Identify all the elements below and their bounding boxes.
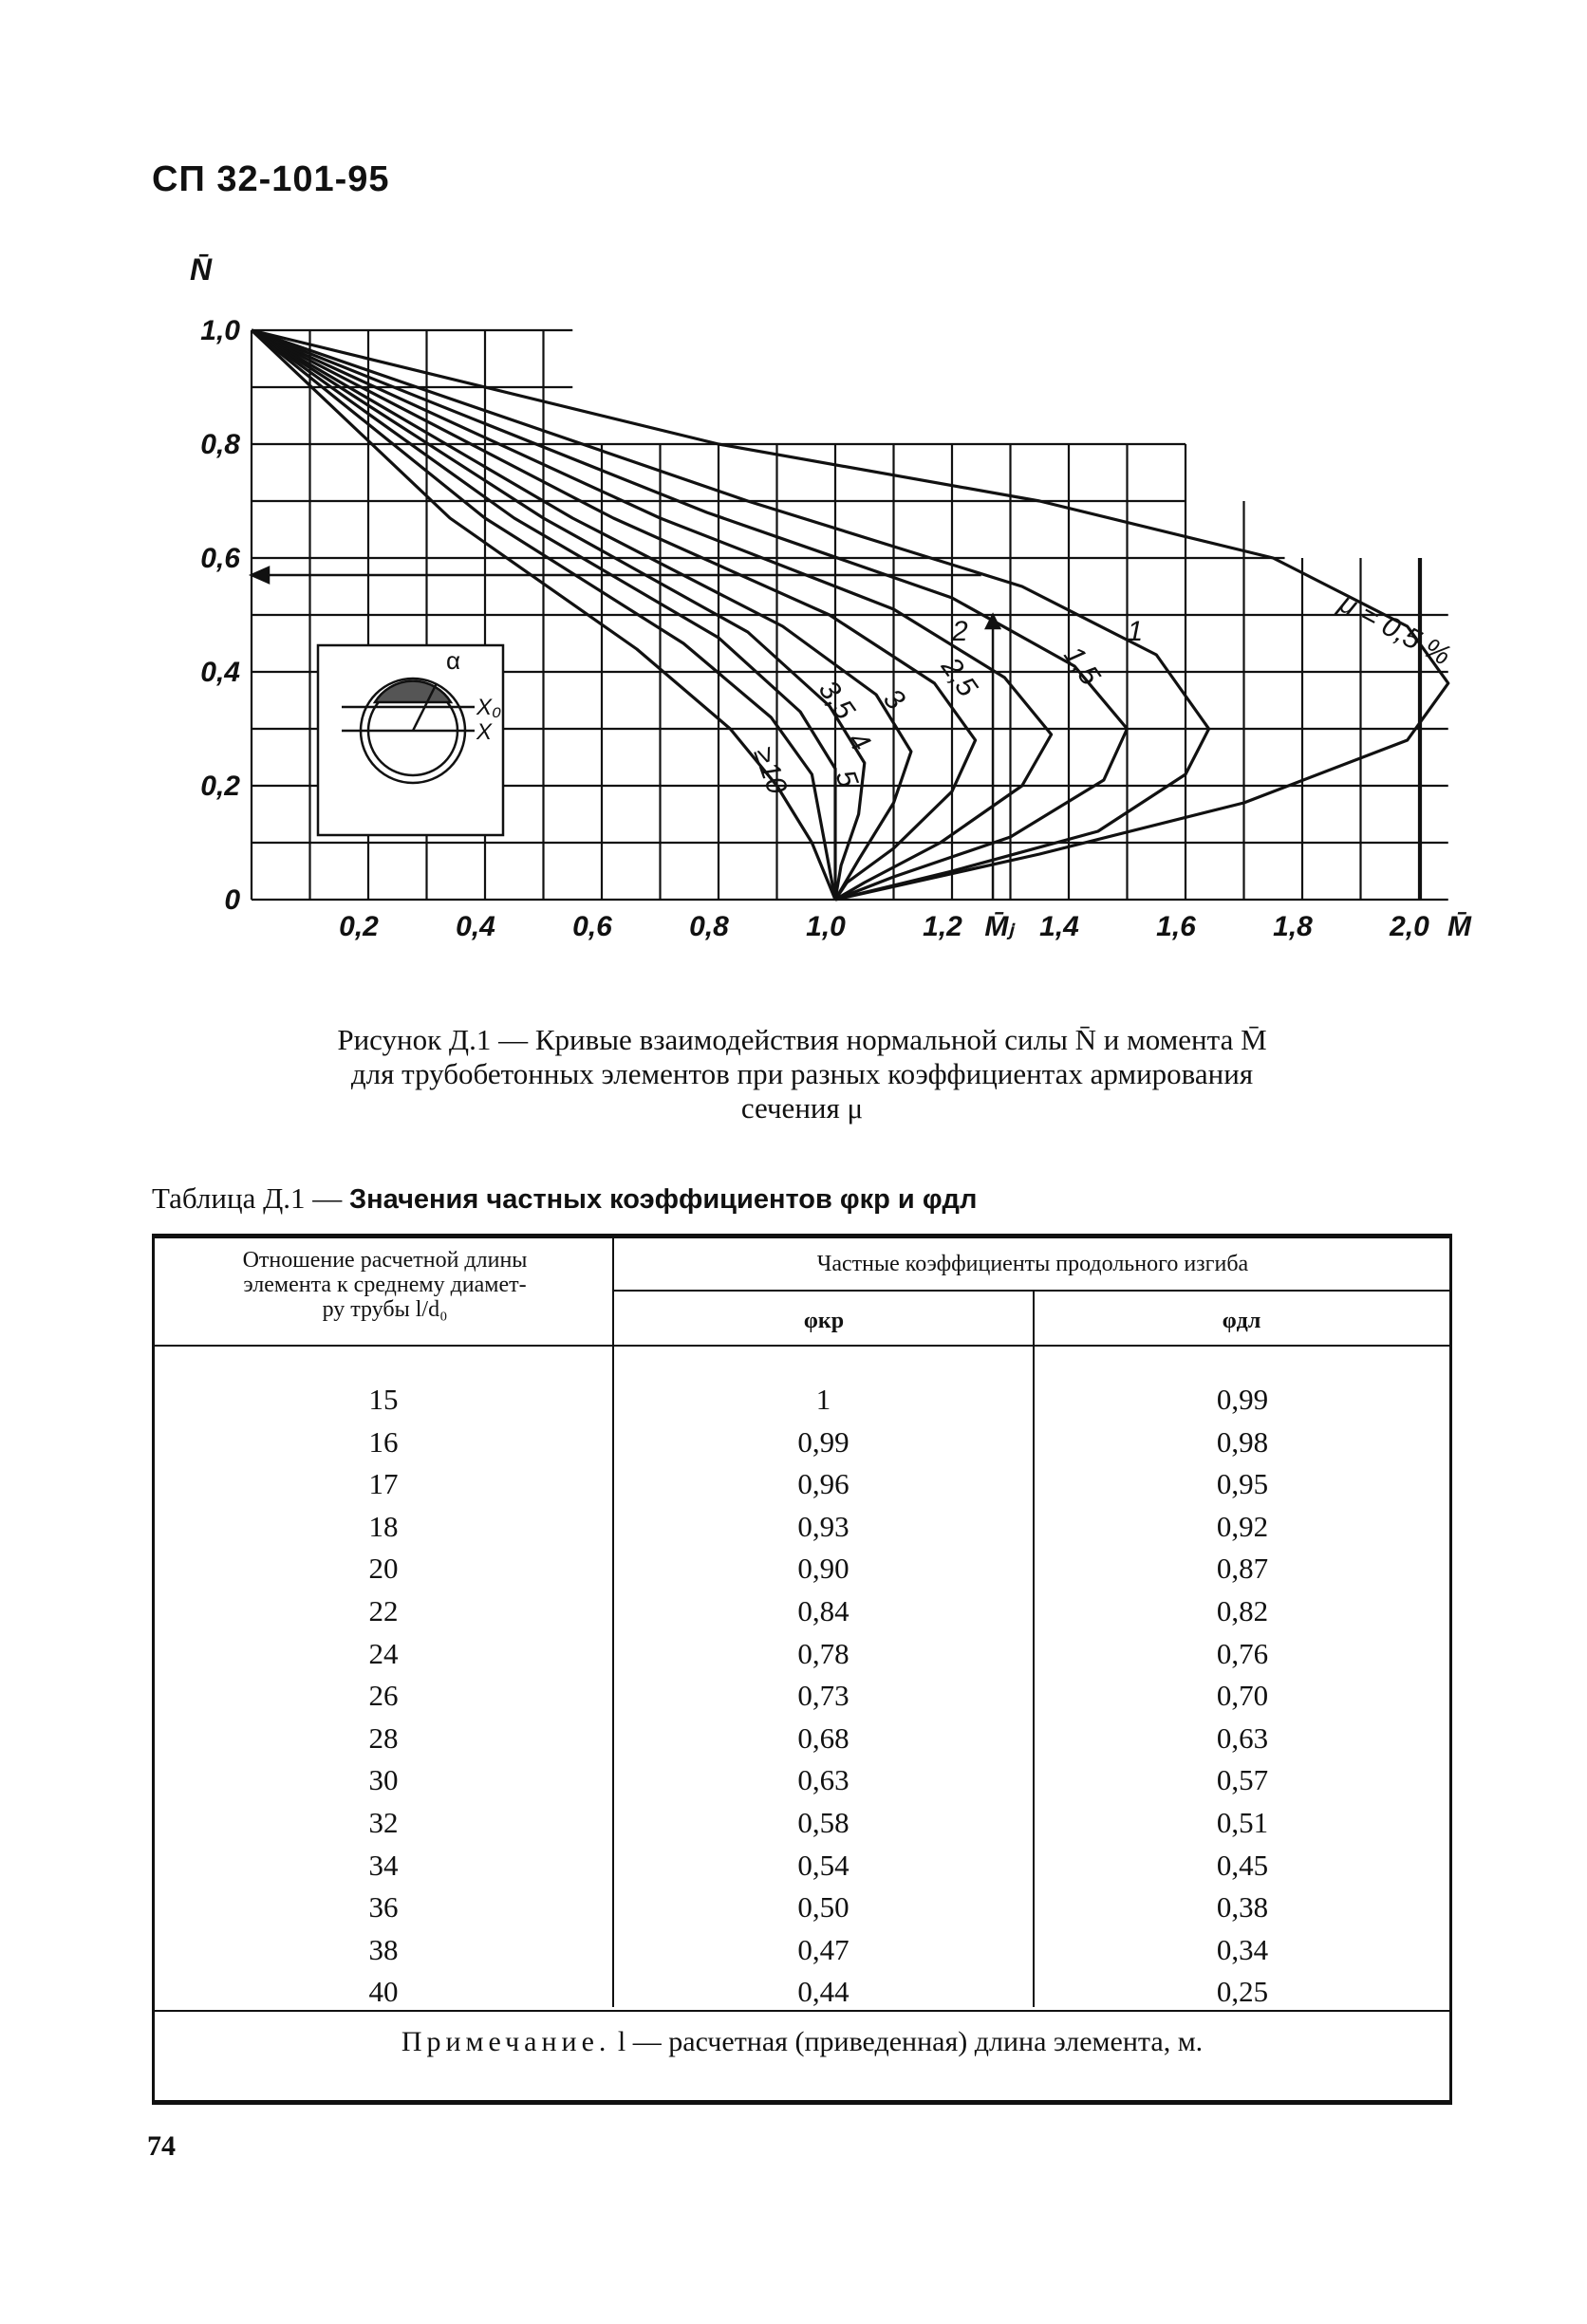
phi-kr-cell: 0,78 (797, 1636, 850, 1670)
interaction-curves-chart (161, 242, 1471, 982)
figure-caption (190, 1023, 1414, 1125)
ratio-cell: 32 (368, 1805, 399, 1839)
col1-header (164, 1248, 606, 1322)
n-level-arrowhead (252, 567, 269, 583)
group-header: Частные коэффициенты продольного изгиба (816, 1252, 1249, 1276)
phi-kr-cell: 0,99 (797, 1424, 850, 1459)
phi-dl-cell: 0,45 (1216, 1848, 1269, 1882)
ratio-cell: 16 (368, 1424, 399, 1459)
page-number: 74 (147, 2130, 176, 2162)
ratio-cell: 20 (368, 1552, 399, 1586)
phi-kr-cell: 0,73 (797, 1679, 850, 1713)
phi-kr-cell: 0,47 (797, 1932, 850, 1966)
curve-label: 4 (841, 726, 877, 757)
y-axis-label: N̄ (190, 252, 213, 287)
ratio-cell: 38 (368, 1932, 399, 1966)
cross-section-inset (318, 645, 503, 835)
ratio-cell: 22 (368, 1593, 399, 1627)
col1-header-line-2: элемента к среднему диамет- (243, 1273, 527, 1297)
curve-label: 3 (877, 682, 911, 716)
x-tick-label: 1,2 (923, 911, 962, 942)
phi-kr-cell: 0,84 (797, 1593, 850, 1627)
inset-box (318, 645, 503, 835)
phi-kr-cell: 0,54 (797, 1848, 850, 1882)
ratio-cell: 30 (368, 1763, 399, 1797)
phi-dl-cell: 0,63 (1216, 1720, 1269, 1755)
phi-kr-cell: 0,44 (797, 1975, 850, 2009)
phi-dl-cell: 0,76 (1216, 1636, 1269, 1670)
x-tick-label: 0,2 (339, 911, 379, 942)
phi-dl-header: φдл (1222, 1309, 1261, 1333)
header-rule (155, 1345, 1449, 1347)
ratio-cell: 34 (368, 1848, 399, 1882)
y-tick-label: 0,8 (200, 429, 240, 460)
phi-dl-cell: 0,38 (1216, 1890, 1269, 1924)
ratio-cell: 36 (368, 1890, 399, 1924)
phi-kr-cell: 0,63 (797, 1763, 850, 1797)
y-tick-label: 0,2 (200, 771, 240, 802)
phi-dl-cell: 0,92 (1216, 1509, 1269, 1543)
curve-label: 5 (829, 766, 865, 792)
curve-label: 2,5 (934, 652, 983, 703)
ratio-cell: 28 (368, 1720, 399, 1755)
coefficients-table (152, 1234, 1452, 2105)
phi-dl-cell: 0,87 (1216, 1552, 1269, 1586)
phi-kr-column (614, 1379, 1033, 2014)
curve-label: ≥10 (747, 743, 794, 799)
phi-kr-cell: 0,50 (797, 1890, 850, 1924)
table-note (155, 2026, 1449, 2058)
document-header: СП 32-101-95 (152, 159, 390, 199)
alpha-label: α (446, 646, 461, 675)
table-title-bold: Значения частных коэффициентов φкр и φдл (348, 1184, 978, 1215)
phi-kr-cell: 0,90 (797, 1552, 850, 1586)
note-label: Примечание. (401, 2026, 611, 2057)
curve-label: μ = 0,5 % (1334, 587, 1456, 672)
col1-header-line-3: ру трубы l/d₀ (322, 1297, 448, 1322)
x-tick-label: 1,0 (806, 911, 846, 942)
phi-kr-cell: 0,68 (797, 1720, 850, 1755)
x-tick-label: 1,8 (1273, 911, 1313, 942)
ratio-cell: 17 (368, 1467, 399, 1501)
phi-dl-cell: 0,34 (1216, 1932, 1269, 1966)
ratio-cell: 40 (368, 1975, 399, 2009)
curve-label: 1 (1127, 616, 1144, 647)
x-label: X (476, 719, 493, 745)
ratio-cell: 18 (368, 1509, 399, 1543)
ratio-column (155, 1379, 612, 2014)
y-tick-label: 0,6 (200, 543, 240, 574)
phi-dl-cell: 0,82 (1216, 1593, 1269, 1627)
ratio-cell: 26 (368, 1679, 399, 1713)
phi-dl-cell: 0,98 (1216, 1424, 1269, 1459)
ratio-cell: 24 (368, 1636, 399, 1670)
curve-label: 3,5 (812, 675, 861, 726)
x0-label: X₀ (476, 695, 502, 720)
col1-header-line-1: Отношение расчетной длины (242, 1248, 528, 1273)
table-title (152, 1181, 977, 1216)
phi-dl-column (1035, 1379, 1450, 2014)
y-tick-label: 1,0 (200, 315, 240, 346)
phi-kr-cell: 0,58 (797, 1805, 850, 1839)
caption-line-1: Рисунок Д.1 — Кривые взаимодействия нормальной силы N̄ и момента M̄ (337, 1023, 1267, 1056)
group-header-rule (612, 1290, 1449, 1292)
phi-kr-cell: 0,93 (797, 1509, 850, 1543)
phi-kr-header: φкр (803, 1309, 845, 1333)
phi-dl-cell: 0,95 (1216, 1467, 1269, 1501)
curve-label: 2 (952, 616, 968, 647)
y-tick-label: 0 (224, 884, 240, 916)
mj-label: M̄ⱼ (984, 911, 1014, 942)
x-tick-label: 2,0 (1390, 911, 1429, 942)
phi-dl-cell: 0,25 (1216, 1975, 1269, 2009)
phi-dl-cell: 0,99 (1216, 1383, 1269, 1416)
x-tick-label: 0,6 (572, 911, 612, 942)
x-tick-label: 1,6 (1156, 911, 1196, 942)
caption-line-2: для трубобетонных элементов при разных коэффициентах армирования (350, 1057, 1254, 1090)
phi-kr-cell: 0,96 (797, 1467, 850, 1501)
x-tick-label: 0,4 (456, 911, 495, 942)
ratio-cell: 15 (368, 1383, 399, 1416)
table-title-prefix: Таблица Д.1 — (152, 1181, 349, 1215)
phi-dl-cell: 0,57 (1216, 1763, 1269, 1797)
phi-dl-cell: 0,70 (1216, 1679, 1269, 1713)
curve-label: 1,5 (1057, 641, 1107, 692)
x-tick-label: 0,8 (689, 911, 729, 942)
phi-dl-cell: 0,51 (1216, 1805, 1269, 1839)
x-axis-label: M̄ (1447, 911, 1471, 942)
phi-kr-cell: 1 (815, 1383, 831, 1416)
note-text: l — расчетная (приведенная) длина элемента, м. (610, 2026, 1204, 2057)
x-tick-label: 1,4 (1039, 911, 1079, 942)
y-tick-label: 0,4 (200, 657, 240, 688)
caption-line-3: сечения μ (740, 1091, 864, 1125)
